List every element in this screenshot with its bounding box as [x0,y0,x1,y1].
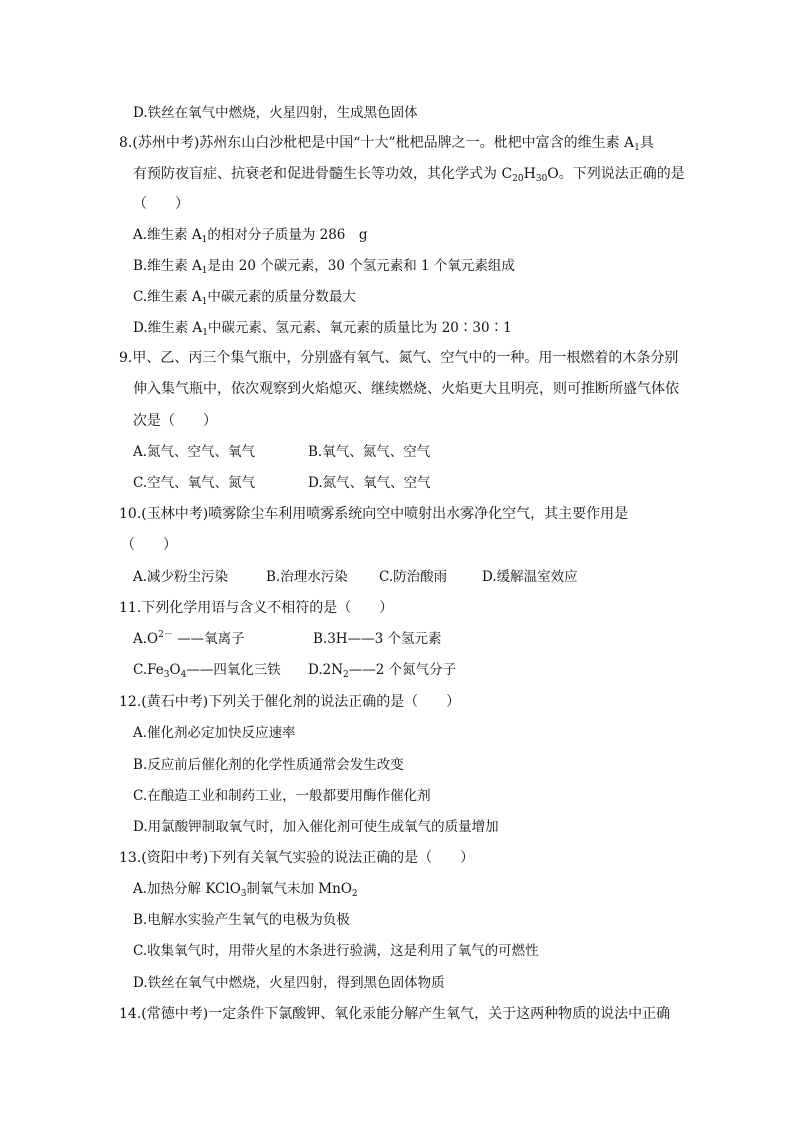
subscript: 30 [535,174,548,184]
subscript: 4 [180,670,187,680]
q8-option-c [133,288,356,306]
subscript: 3 [240,889,247,899]
subscript: 2 [343,670,349,680]
q12-stem: 12.(黄石中考)下列关于催化剂的说法正确的是（ ） [119,694,461,710]
q8-option-c-text: 中碳元素的质量分数最大 [207,289,356,305]
q14-stem: 14.(常德中考)一定条件下氯酸钾、氧化汞能分解产生氧气，关于这两种物质的说法中正确 [119,1006,671,1022]
q11-option-d [308,661,456,679]
q10-option-a: A.减少粉尘污染 [133,569,229,585]
superscript: 2－ [158,630,173,640]
q10-stem-line1: 10.(玉林中考)喷雾除尘车利用喷雾系统向空中喷射出水雾净化空气，其主要作用是 [119,506,629,522]
q13-option-c: C.收集氧气时，用带火星的木条进行验满，这是利用了氧气的可燃性 [133,943,539,959]
q10-option-b: B.治理水污染 [266,569,348,585]
q10-option-c: C.防治酸雨 [379,569,448,585]
q8-stem-line1 [119,134,654,152]
q9-option-b: B.氧气、氮气、空气 [308,444,431,460]
q11-option-c-text: O [169,662,181,678]
q11-option-c [133,661,281,679]
q8-stem-text: 8.(苏州中考)苏州东山白沙枇杷是中国“十大”枇杷品牌之一。枇杷中富含的维生素 A [119,135,635,151]
q9-option-a: A.氮气、空气、氧气 [133,444,256,460]
q8-answer-paren: （ ） [133,196,189,212]
q12-option-a: A.催化剂必定加快反应速率 [133,725,296,741]
q9-stem-line1: 9.甲、乙、丙三个集气瓶中，分别盛有氧气、氮气、空气中的一种。用一根燃着的木条分别 [119,350,679,366]
q13-option-b: B.电解水实验产生氧气的电极为负极 [133,912,350,928]
subscript: 1 [201,266,208,276]
q12-option-d: D.用氯酸钾制取氧气时，加入催化剂可使生成氧气的质量增加 [133,819,499,835]
q8-stem-text: 有预防夜盲症、抗衰老和促进骨髓生长等功效，其化学式为 C [133,166,513,182]
q11-option-d-text: ——2 个氮气分子 [348,662,457,678]
subscript: 1 [201,235,208,245]
q12-option-c: C.在酿造工业和制药工业，一般都要用酶作催化剂 [133,788,431,804]
q11-option-c-text: ——四氧化三铁 [186,662,281,678]
q8-option-a-text: A.维生素 A [133,227,202,243]
q11-stem: 11.下列化学用语与含义不相符的是（ ） [119,600,394,616]
q13-option-a-text: A.加热分解 KClO [133,881,241,897]
q8-stem-text: O。下列说法正确的是 [547,166,685,182]
q8-option-a-text: 的相对分子质量为 286 g [207,227,368,243]
subscript: 20 [512,174,524,184]
q13-option-a [133,880,358,898]
subscript: 3 [163,670,170,680]
q8-option-a [133,226,368,244]
q11-option-a [133,630,245,648]
subscript: 1 [201,297,208,307]
q9-option-c: C.空气、氧气、氮气 [133,475,256,491]
subscript: 1 [634,143,640,153]
q11-option-b: B.3H——3 个氢元素 [313,631,442,647]
q9-stem-line2: 伸入集气瓶中，依次观察到火焰熄灭、继续燃烧、火焰更大且明亮，则可推断所盛气体依 [133,381,679,397]
q8-stem-text: H [523,166,536,182]
q7-option-d: D.铁丝在氧气中燃烧，火星四射，生成黑色固体 [133,105,418,121]
q8-option-c-text: C.维生素 A [133,289,202,305]
q10-option-d: D.缓解温室效应 [482,569,578,585]
q13-option-a-text: 制氧气未加 MnO [246,881,352,897]
q8-option-d [133,319,512,337]
subscript: 2 [351,889,358,899]
q8-option-b [133,257,515,275]
q8-option-d-text: 中碳元素、氢元素、氧元素的质量比为 20∶30∶1 [207,320,512,336]
q11-option-a-text: A.O [133,631,159,647]
subscript: 1 [202,328,208,338]
q8-option-b-text: B.维生素 A [133,258,202,274]
q8-option-b-text: 是由 20 个碳元素，30 个氢元素和 1 个氧元素组成 [207,258,515,274]
q13-stem: 13.(资阳中考)下列有关氧气实验的说法正确的是（ ） [119,850,475,866]
q11-option-c-text: C.Fe [133,662,164,678]
q13-option-d: D.铁丝在氧气中燃烧，火星四射，得到黑色固体物质 [133,975,445,991]
q9-option-d: D.氮气、氧气、空气 [308,475,431,491]
q12-option-b: B.反应前后催化剂的化学性质通常会发生改变 [133,757,404,773]
q8-option-d-text: D.维生素 A [133,320,203,336]
q8-stem-text: 具 [639,135,654,151]
q10-answer-paren: （ ） [121,537,177,553]
q8-stem-line2 [133,165,685,183]
q9-stem-line3: 次是（ ） [133,413,217,429]
q11-option-a-text: ——氧离子 [172,631,245,647]
q11-option-d-text: D.2N [308,662,344,678]
